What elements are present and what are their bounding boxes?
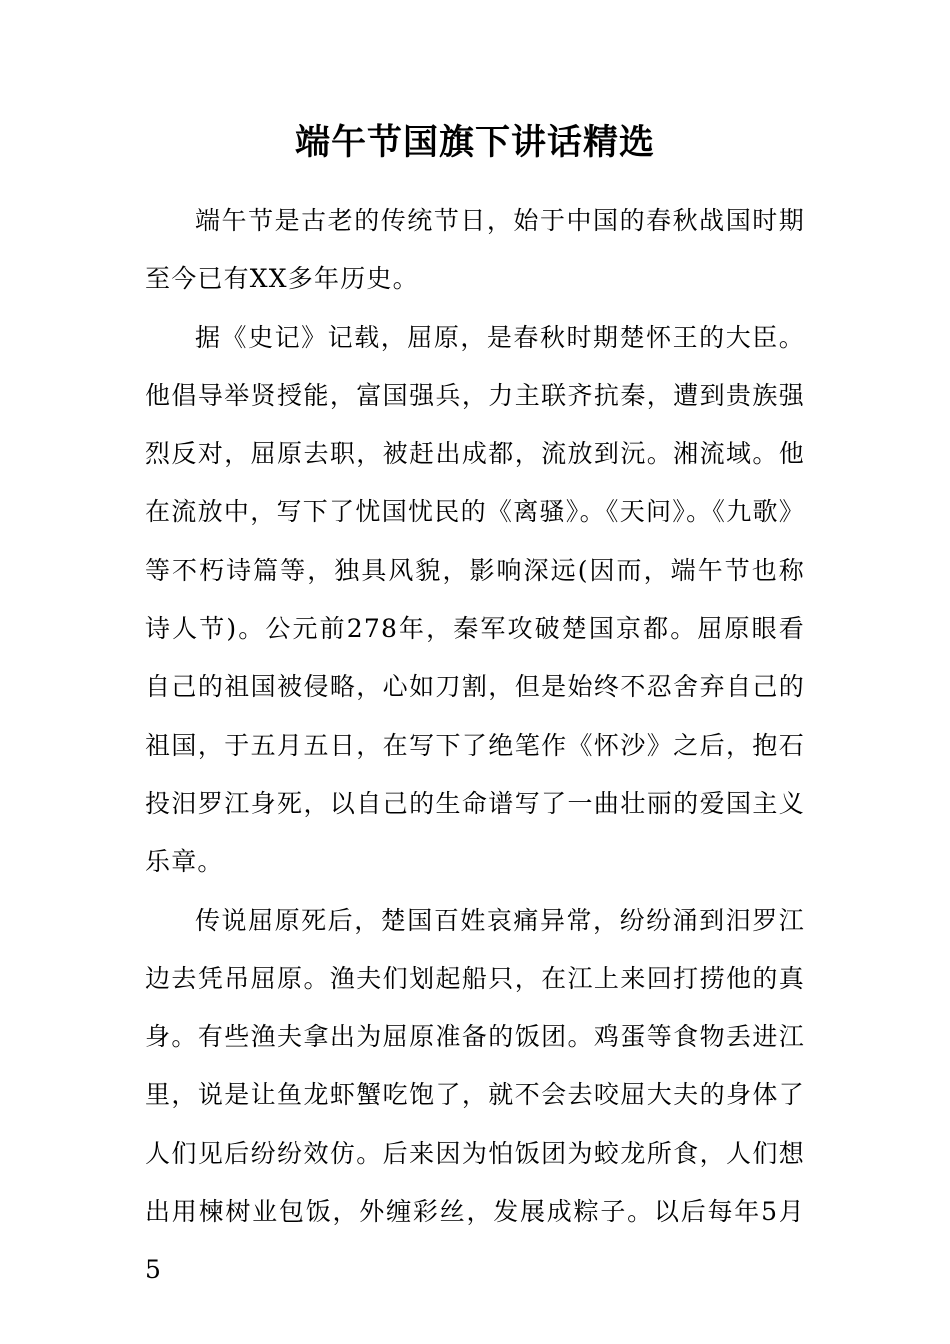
paragraph-history: 据《史记》记载，屈原，是春秋时期楚怀王的大臣。他倡导举贤授能，富国强兵，力主联齐抗秦，遭到贵族强烈反对，屈原去职，被赶出成都，流放到沅。湘流域。他在流放中，写下了忧国忧民的《离骚》。《天问》。《九歌》等不朽诗篇等，独具风貌，影响深远(因而，端午节也称诗人节)。公元前278年，秦军攻破楚国京都。屈原眼看自己的祖国被侵略，心如刀割，但是始终不忍舍弃自己的祖国，于五月五日，在写下了绝笔作《怀沙》之后，抱石投汨罗江身死，以自己的生命谱写了一曲壮丽的爱国主义乐章。 <box>145 322 805 877</box>
paragraph-legend: 传说屈原死后，楚国百姓哀痛异常，纷纷涌到汨罗江边去凭吊屈原。渔夫们划起船只，在江上来回打捞他的真身。有些渔夫拿出为屈原准备的饭团。鸡蛋等食物丢进江里，说是让鱼龙虾蟹吃饱了，就不会去咬屈大夫的身体了人们见后纷纷效仿。后来因为怕饭团为蛟龙所食，人们想出用楝树业包饭，外缠彩丝，发展成粽子。以后每年5月5 <box>145 905 805 1285</box>
document-body <box>145 192 805 1300</box>
document-title: 端午节国旗下讲话精选 <box>294 122 655 163</box>
paragraph-intro: 端午节是古老的传统节日，始于中国的春秋战国时期至今已有XX多年历史。 <box>145 206 805 294</box>
